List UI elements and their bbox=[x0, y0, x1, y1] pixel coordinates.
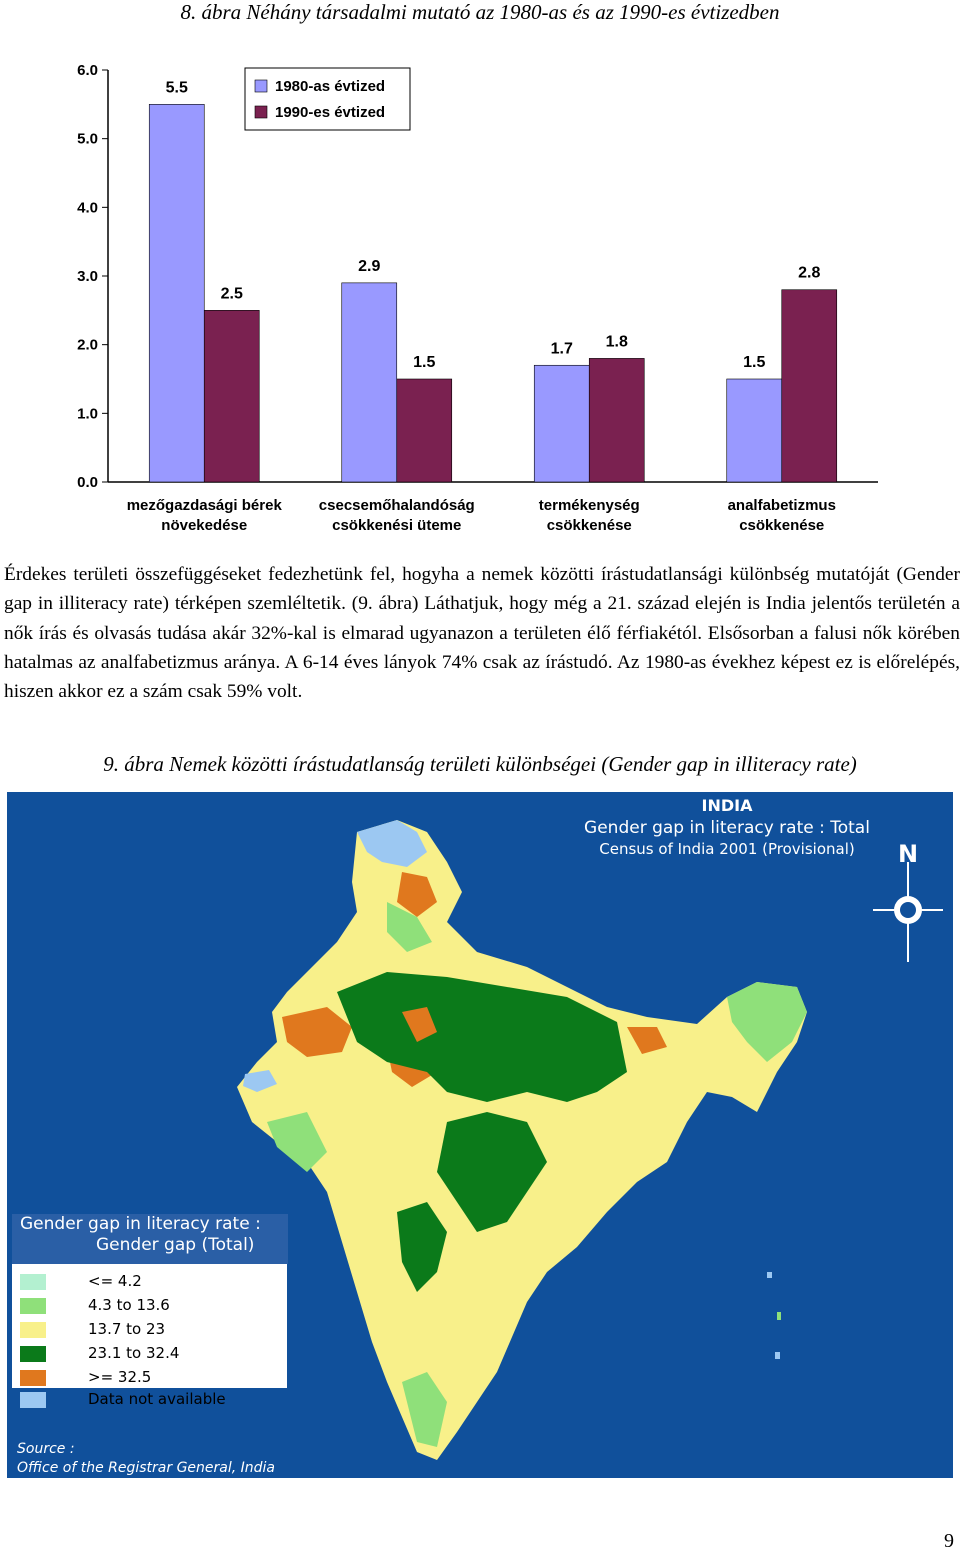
india-map bbox=[7, 792, 953, 1478]
x-category-label: analfabetizmus bbox=[727, 497, 836, 514]
x-category-label: növekedése bbox=[161, 517, 248, 534]
y-tick-label: 1.0 bbox=[77, 405, 98, 423]
legend-label: 1990-es évtized bbox=[275, 104, 386, 121]
bar bbox=[342, 283, 397, 482]
map-census-label: Census of India 2001 (Provisional) bbox=[599, 840, 855, 858]
x-category-label: csökkenési üteme bbox=[332, 517, 462, 534]
bar-chart-svg bbox=[60, 52, 890, 542]
bar-chart bbox=[60, 52, 890, 542]
x-category-label: csökkenése bbox=[546, 517, 632, 534]
source-label: Source : bbox=[17, 1441, 75, 1457]
map-legend bbox=[12, 1214, 287, 1408]
legend-swatch bbox=[255, 80, 267, 92]
x-category-label: csökkenése bbox=[739, 517, 825, 534]
bar bbox=[727, 379, 782, 482]
x-category-label: mezőgazdasági bérek bbox=[126, 497, 282, 514]
y-tick-label: 0.0 bbox=[77, 474, 98, 491]
legend-label: 13.7 to 23 bbox=[88, 1320, 166, 1338]
bar-data-label: 5.5 bbox=[165, 79, 188, 97]
y-tick-label: 4.0 bbox=[77, 199, 98, 217]
bar bbox=[589, 358, 644, 482]
island-marker bbox=[775, 1352, 780, 1359]
legend-swatch bbox=[20, 1274, 46, 1290]
bar bbox=[149, 104, 204, 482]
bar-data-label: 1.7 bbox=[550, 340, 573, 358]
y-tick-label: 5.0 bbox=[77, 130, 98, 148]
bar-data-label: 1.5 bbox=[743, 354, 766, 371]
body-paragraph: Érdekes területi összefüggéseket fedezhetünk fel, hogyha a nemek közötti írástudatlansági különbség mutatóját (Gender gap in illiteracy rate) térképen szemléltetik. (9. ábra) Láthatjuk, hogy még a 21. század elején is India jelentős területén a nők írás és olvasás tudása akár 32%-kal is elmarad ugyanazon a területen élő férfiakétól. Elsősorban a falusi nők körében hatalmas az analfabetizmus aránya. A 6-14 éves lányok 74% csak az írástudó. Az 1980-as évekhez képest ez is előrelépés, hiszen akkor ez a szám csak 59% volt. bbox=[4, 564, 960, 703]
legend-swatch bbox=[20, 1346, 46, 1362]
bar-data-label: 1.5 bbox=[413, 354, 436, 371]
bar-data-label: 2.5 bbox=[220, 285, 243, 303]
bar bbox=[534, 365, 589, 482]
page-number: 9 bbox=[944, 1530, 954, 1552]
island-marker bbox=[767, 1272, 772, 1278]
bar-data-label: 2.8 bbox=[798, 264, 821, 282]
legend-label: <= 4.2 bbox=[88, 1272, 142, 1290]
bar bbox=[782, 290, 837, 482]
north-label: N bbox=[897, 840, 919, 868]
map-title: INDIA bbox=[701, 796, 753, 815]
y-tick-label: 2.0 bbox=[77, 336, 98, 354]
y-tick-label: 3.0 bbox=[77, 268, 98, 285]
map-subtitle: Gender gap in literacy rate : Total bbox=[584, 818, 870, 838]
map-source bbox=[17, 1440, 275, 1478]
legend-swatch bbox=[20, 1298, 46, 1314]
legend-title-line1: Gender gap in literacy rate : bbox=[20, 1214, 261, 1234]
legend-label: Data not available bbox=[88, 1390, 226, 1408]
bar-data-label: 1.8 bbox=[605, 333, 628, 351]
x-category-label: csecsemőhalandóság bbox=[318, 497, 475, 514]
legend-swatch bbox=[255, 106, 267, 118]
bar-data-label: 2.9 bbox=[358, 257, 381, 275]
y-tick-label: 6.0 bbox=[77, 62, 98, 79]
legend-title bbox=[12, 1214, 288, 1264]
legend-title-line2: Gender gap (Total) bbox=[96, 1235, 255, 1255]
legend-swatch bbox=[20, 1370, 46, 1386]
legend-swatch bbox=[20, 1322, 46, 1338]
bar bbox=[204, 310, 259, 482]
figure-9-caption: 9. ábra Nemek közötti írástudatlanság területi különbségei (Gender gap in illiteracy rate) bbox=[103, 752, 857, 776]
legend-label: >= 32.5 bbox=[88, 1368, 152, 1386]
x-category-label: termékenység bbox=[538, 497, 640, 514]
legend-label: 23.1 to 32.4 bbox=[88, 1344, 180, 1362]
bar bbox=[397, 379, 452, 482]
legend-swatch bbox=[20, 1392, 46, 1408]
island-marker bbox=[777, 1312, 781, 1320]
source-text: Office of the Registrar General, India bbox=[17, 1460, 276, 1476]
legend-label: 4.3 to 13.6 bbox=[88, 1296, 170, 1314]
figure-8-caption: 8. ábra Néhány társadalmi mutató az 1980-as és az 1990-es évtizedben bbox=[180, 0, 780, 24]
compass-rose-icon bbox=[873, 862, 943, 962]
legend-label: 1980-as évtized bbox=[275, 78, 386, 95]
